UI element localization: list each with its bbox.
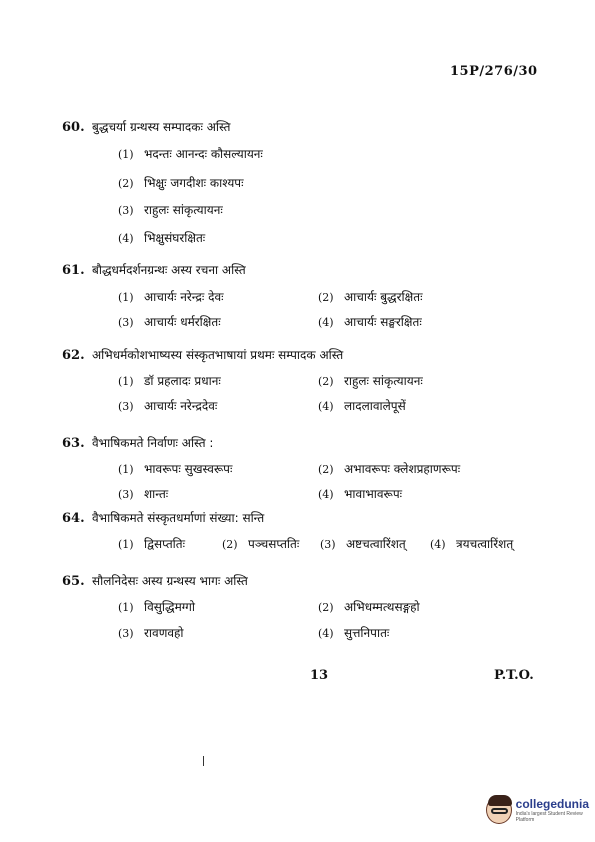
question-60 [62, 118, 552, 137]
question-text: अभिधर्मकोशभाष्यस्य संस्कृतभाषायां प्रथमः सम्पादक अस्ति [92, 348, 344, 362]
question-text: वैभाषिकमते संस्कृतधर्माणां संख्या: सन्ति [92, 511, 265, 525]
pto-label: P.T.O. [494, 668, 534, 683]
option-61-1: (1) आचार्यः नरेन्द्रः देवः [118, 290, 224, 304]
option-63-1: (1) भावरूपः सुखस्वरूपः [118, 462, 233, 476]
question-number: 63. [62, 436, 85, 451]
question-number: 61. [62, 263, 85, 278]
question-number: 64. [62, 511, 85, 526]
question-text: सौलनिदेसः अस्य ग्रन्थस्य भागः अस्ति [92, 574, 248, 588]
paper-code: 15P/276/30 [450, 64, 538, 79]
option-64-1: (1) द्विसप्ततिः [118, 537, 186, 551]
option-63-4: (4) भावाभावरूपः [318, 487, 403, 501]
page-number: 13 [310, 668, 329, 683]
option-61-4: (4) आचार्यः सङ्घरक्षितः [318, 315, 422, 329]
mascot-icon [486, 796, 512, 824]
option-64-2: (2) पञ्चसप्ततिः [222, 537, 300, 551]
option-63-2: (2) अभावरूपः क्लेशप्रहाणरूपः [318, 462, 461, 476]
option-60-3: (3) राहुलः सांकृत्यायनः [118, 203, 223, 217]
option-61-2: (2) आचार्यः बुद्धरक्षितः [318, 290, 423, 304]
option-62-4: (4) लादलावालेपूसें [318, 399, 406, 413]
scan-mark [203, 756, 204, 766]
collegedunia-logo [486, 796, 595, 824]
question-62 [62, 346, 552, 365]
question-65 [62, 572, 552, 591]
option-64-3: (3) अष्टचत्वारिंशत् [320, 537, 406, 551]
option-65-1: (1) विसुद्धिमग्गो [118, 600, 196, 614]
question-number: 60. [62, 120, 85, 135]
option-60-2: (2) भिक्षुः जगदीशः काश्यपः [118, 176, 244, 190]
option-62-2: (2) राहुलः सांकृत्यायनः [318, 374, 423, 388]
option-61-3: (3) आचार्यः धर्मरक्षितः [118, 315, 221, 329]
question-61 [62, 261, 552, 280]
option-64-4: (4) त्रयचत्वारिंशत् [430, 537, 514, 551]
option-63-3: (3) शान्तः [118, 487, 169, 501]
question-number: 62. [62, 348, 85, 363]
logo-name: collegedunia [515, 797, 590, 811]
option-60-1: (1) भदन्तः आनन्दः कौसल्यायनः [118, 147, 263, 161]
option-65-4: (4) सुत्तनिपातः [318, 626, 390, 640]
question-text: बुद्धचर्या ग्रन्थस्य सम्पादकः अस्ति [92, 120, 231, 134]
question-64 [62, 509, 552, 528]
option-65-3: (3) रावणवहो [118, 626, 184, 640]
option-62-1: (1) डॉ प्रहलादः प्रधानः [118, 374, 221, 388]
option-60-4: (4) भिक्षुसंघरक्षितः [118, 231, 206, 245]
question-text: बौद्धधर्मदर्शनग्रन्थः अस्य रचना अस्ति [92, 263, 246, 277]
logo-tagline: India's largest Student Review Platform [515, 811, 583, 823]
option-65-2: (2) अभिधम्मत्थसङ्गहो [318, 600, 420, 614]
question-number: 65. [62, 574, 85, 589]
question-63 [62, 434, 552, 453]
option-62-3: (3) आचार्यः नरेन्द्रदेवः [118, 399, 218, 413]
question-text: वैभाषिकमते निर्वाणः अस्ति : [92, 436, 214, 450]
